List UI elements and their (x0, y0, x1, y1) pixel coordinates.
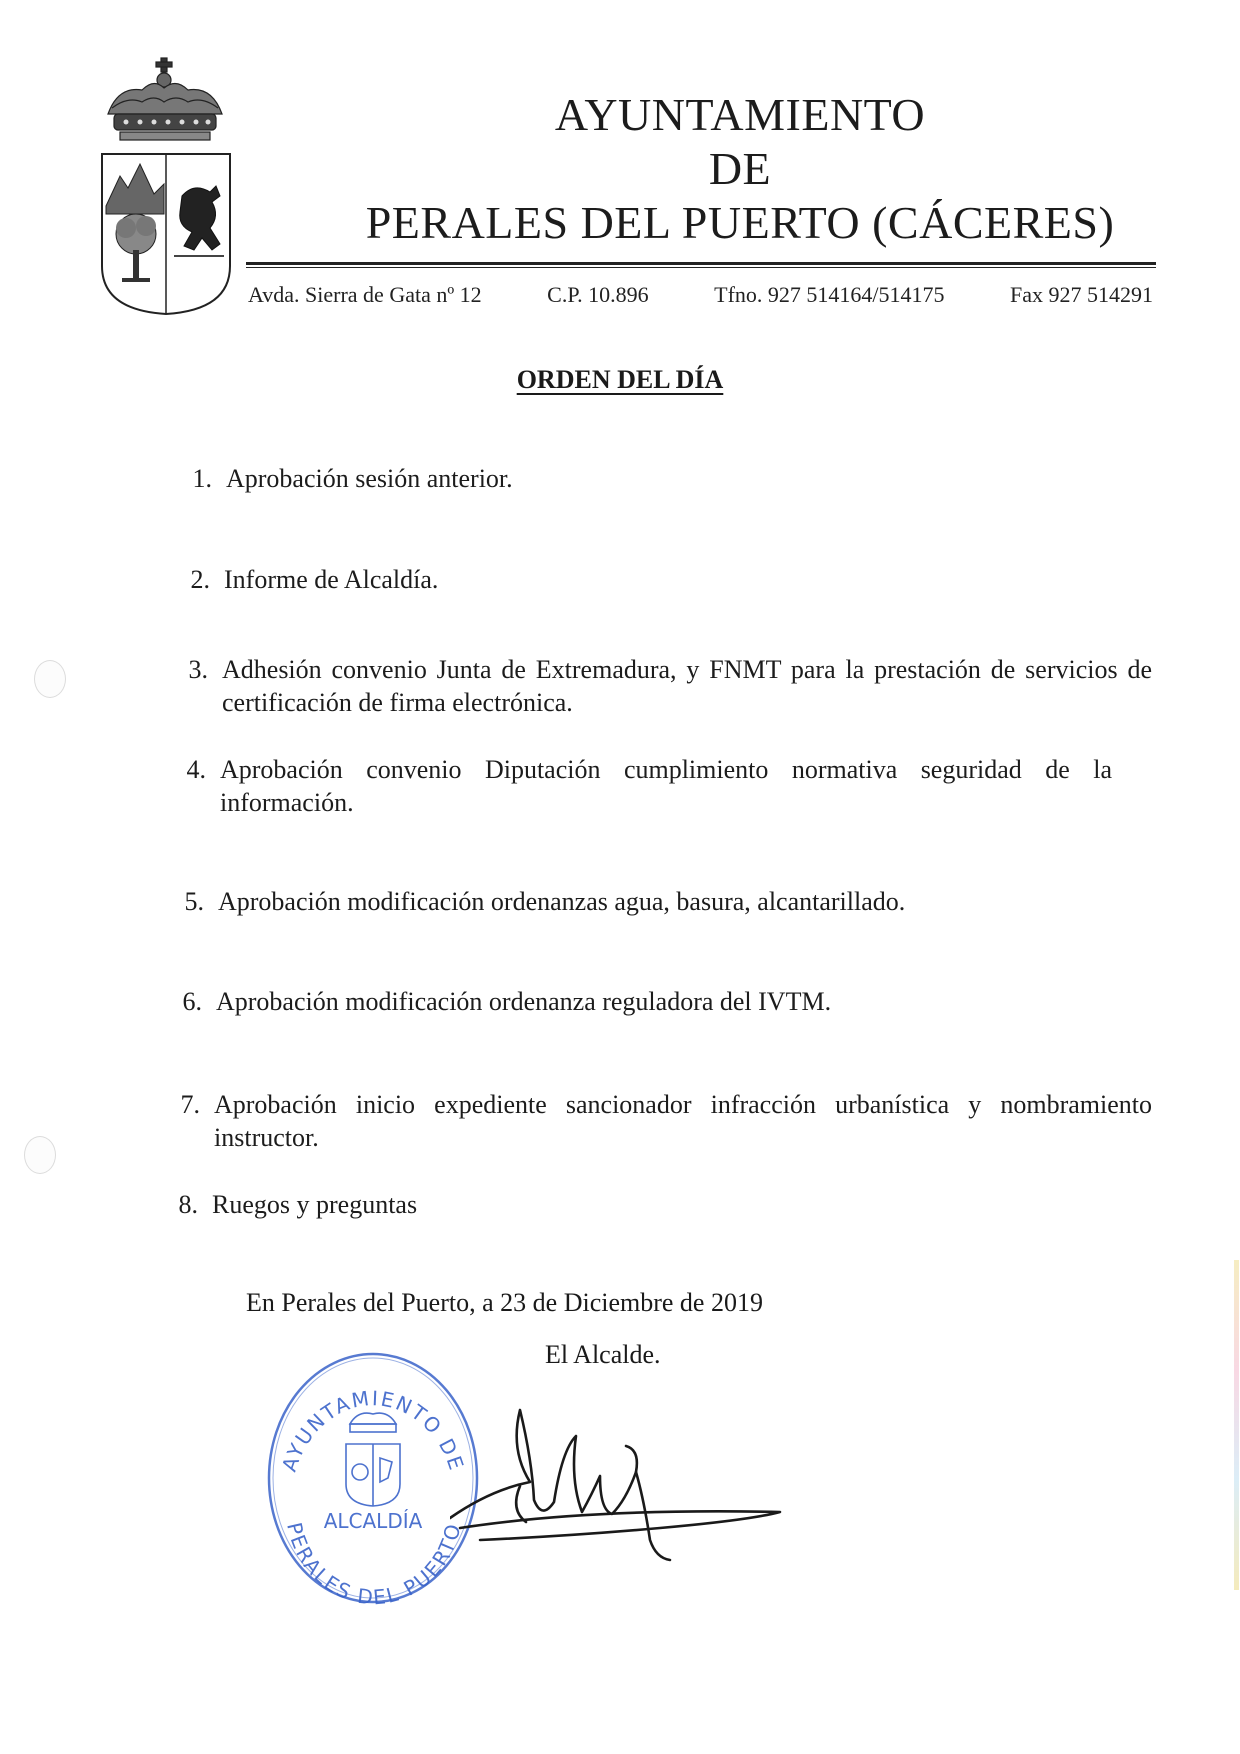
agenda-item-number: 6. (182, 987, 202, 1016)
title-line-1: AYUNTAMIENTO (554, 89, 926, 140)
agenda-item-4 (168, 753, 1112, 819)
fax-text: Fax 927 514291 (1010, 282, 1153, 307)
agenda-item-number: 2. (190, 565, 210, 594)
scan-edge-artifact (1234, 1260, 1239, 1590)
agenda-item-text: Aprobación modificación ordenanzas agua, basura, alcantarillado. (218, 887, 906, 916)
agenda-item-number: 3. (188, 655, 208, 684)
agenda-item-7 (162, 1088, 1152, 1154)
header-divider (246, 262, 1156, 268)
title-line-2: DE (708, 143, 772, 194)
stamp-bottom-text: PERALES DEL PUERTO (282, 1519, 466, 1608)
postal-code-text: C.P. 10.896 (547, 282, 649, 307)
agenda-item-number: 8. (178, 1190, 198, 1219)
agenda-item-text: Adhesión convenio Junta de Extremadura, y FNMT para la prestación de servicios de certificación de firma electrónica. (222, 655, 1152, 717)
agenda-item-3 (170, 653, 1152, 719)
agenda-item-6 (164, 985, 1064, 1018)
agenda-item-1 (174, 462, 1054, 495)
agenda-item-2 (172, 563, 1052, 596)
contact-info (248, 282, 1153, 308)
institution-title (330, 88, 1150, 250)
agenda-item-text: Aprobación modificación ordenanza reguladora del IVTM. (216, 987, 832, 1016)
agenda-item-text: Aprobación inicio expediente sancionador infracción urbanística y nombramiento instructor. (214, 1090, 1152, 1152)
agenda-item-text: Aprobación sesión anterior. (226, 464, 513, 493)
signer-title: El Alcalde. (545, 1340, 661, 1369)
address-text: Avda. Sierra de Gata nº 12 (248, 282, 482, 307)
agenda-item-text: Aprobación convenio Diputación cumplimiento normativa seguridad de la información. (220, 755, 1112, 817)
closing-date-line: En Perales del Puerto, a 23 de Diciembre de 2019 (246, 1288, 763, 1317)
handwritten-signature (450, 1390, 830, 1570)
agenda-item-number: 1. (192, 464, 212, 493)
agenda-item-8 (160, 1188, 1060, 1221)
crown-icon (108, 58, 222, 140)
stamp-crest-icon (346, 1413, 400, 1506)
agenda-item-number: 7. (180, 1090, 200, 1119)
agenda-item-text: Informe de Alcaldía. (224, 565, 439, 594)
punch-hole (34, 660, 66, 698)
shield-icon (102, 154, 230, 314)
agenda-item-5 (166, 885, 1066, 918)
agenda-item-number: 4. (186, 755, 206, 784)
title-line-3: PERALES DEL PUERTO (CÁCERES) (365, 197, 1115, 248)
stamp-center-text: ALCALDÍA (323, 1509, 423, 1533)
agenda-item-text: Ruegos y preguntas (212, 1190, 418, 1219)
coat-of-arms-logo (98, 56, 234, 318)
agenda-item-number: 5. (184, 887, 204, 916)
punch-hole (24, 1136, 56, 1174)
stamp-top-text: AYUNTAMIENTO DE (276, 1385, 470, 1475)
phone-text: Tfno. 927 514164/514175 (714, 282, 945, 307)
document-heading (0, 365, 1240, 395)
heading-text: ORDEN DEL DÍA (516, 365, 724, 394)
